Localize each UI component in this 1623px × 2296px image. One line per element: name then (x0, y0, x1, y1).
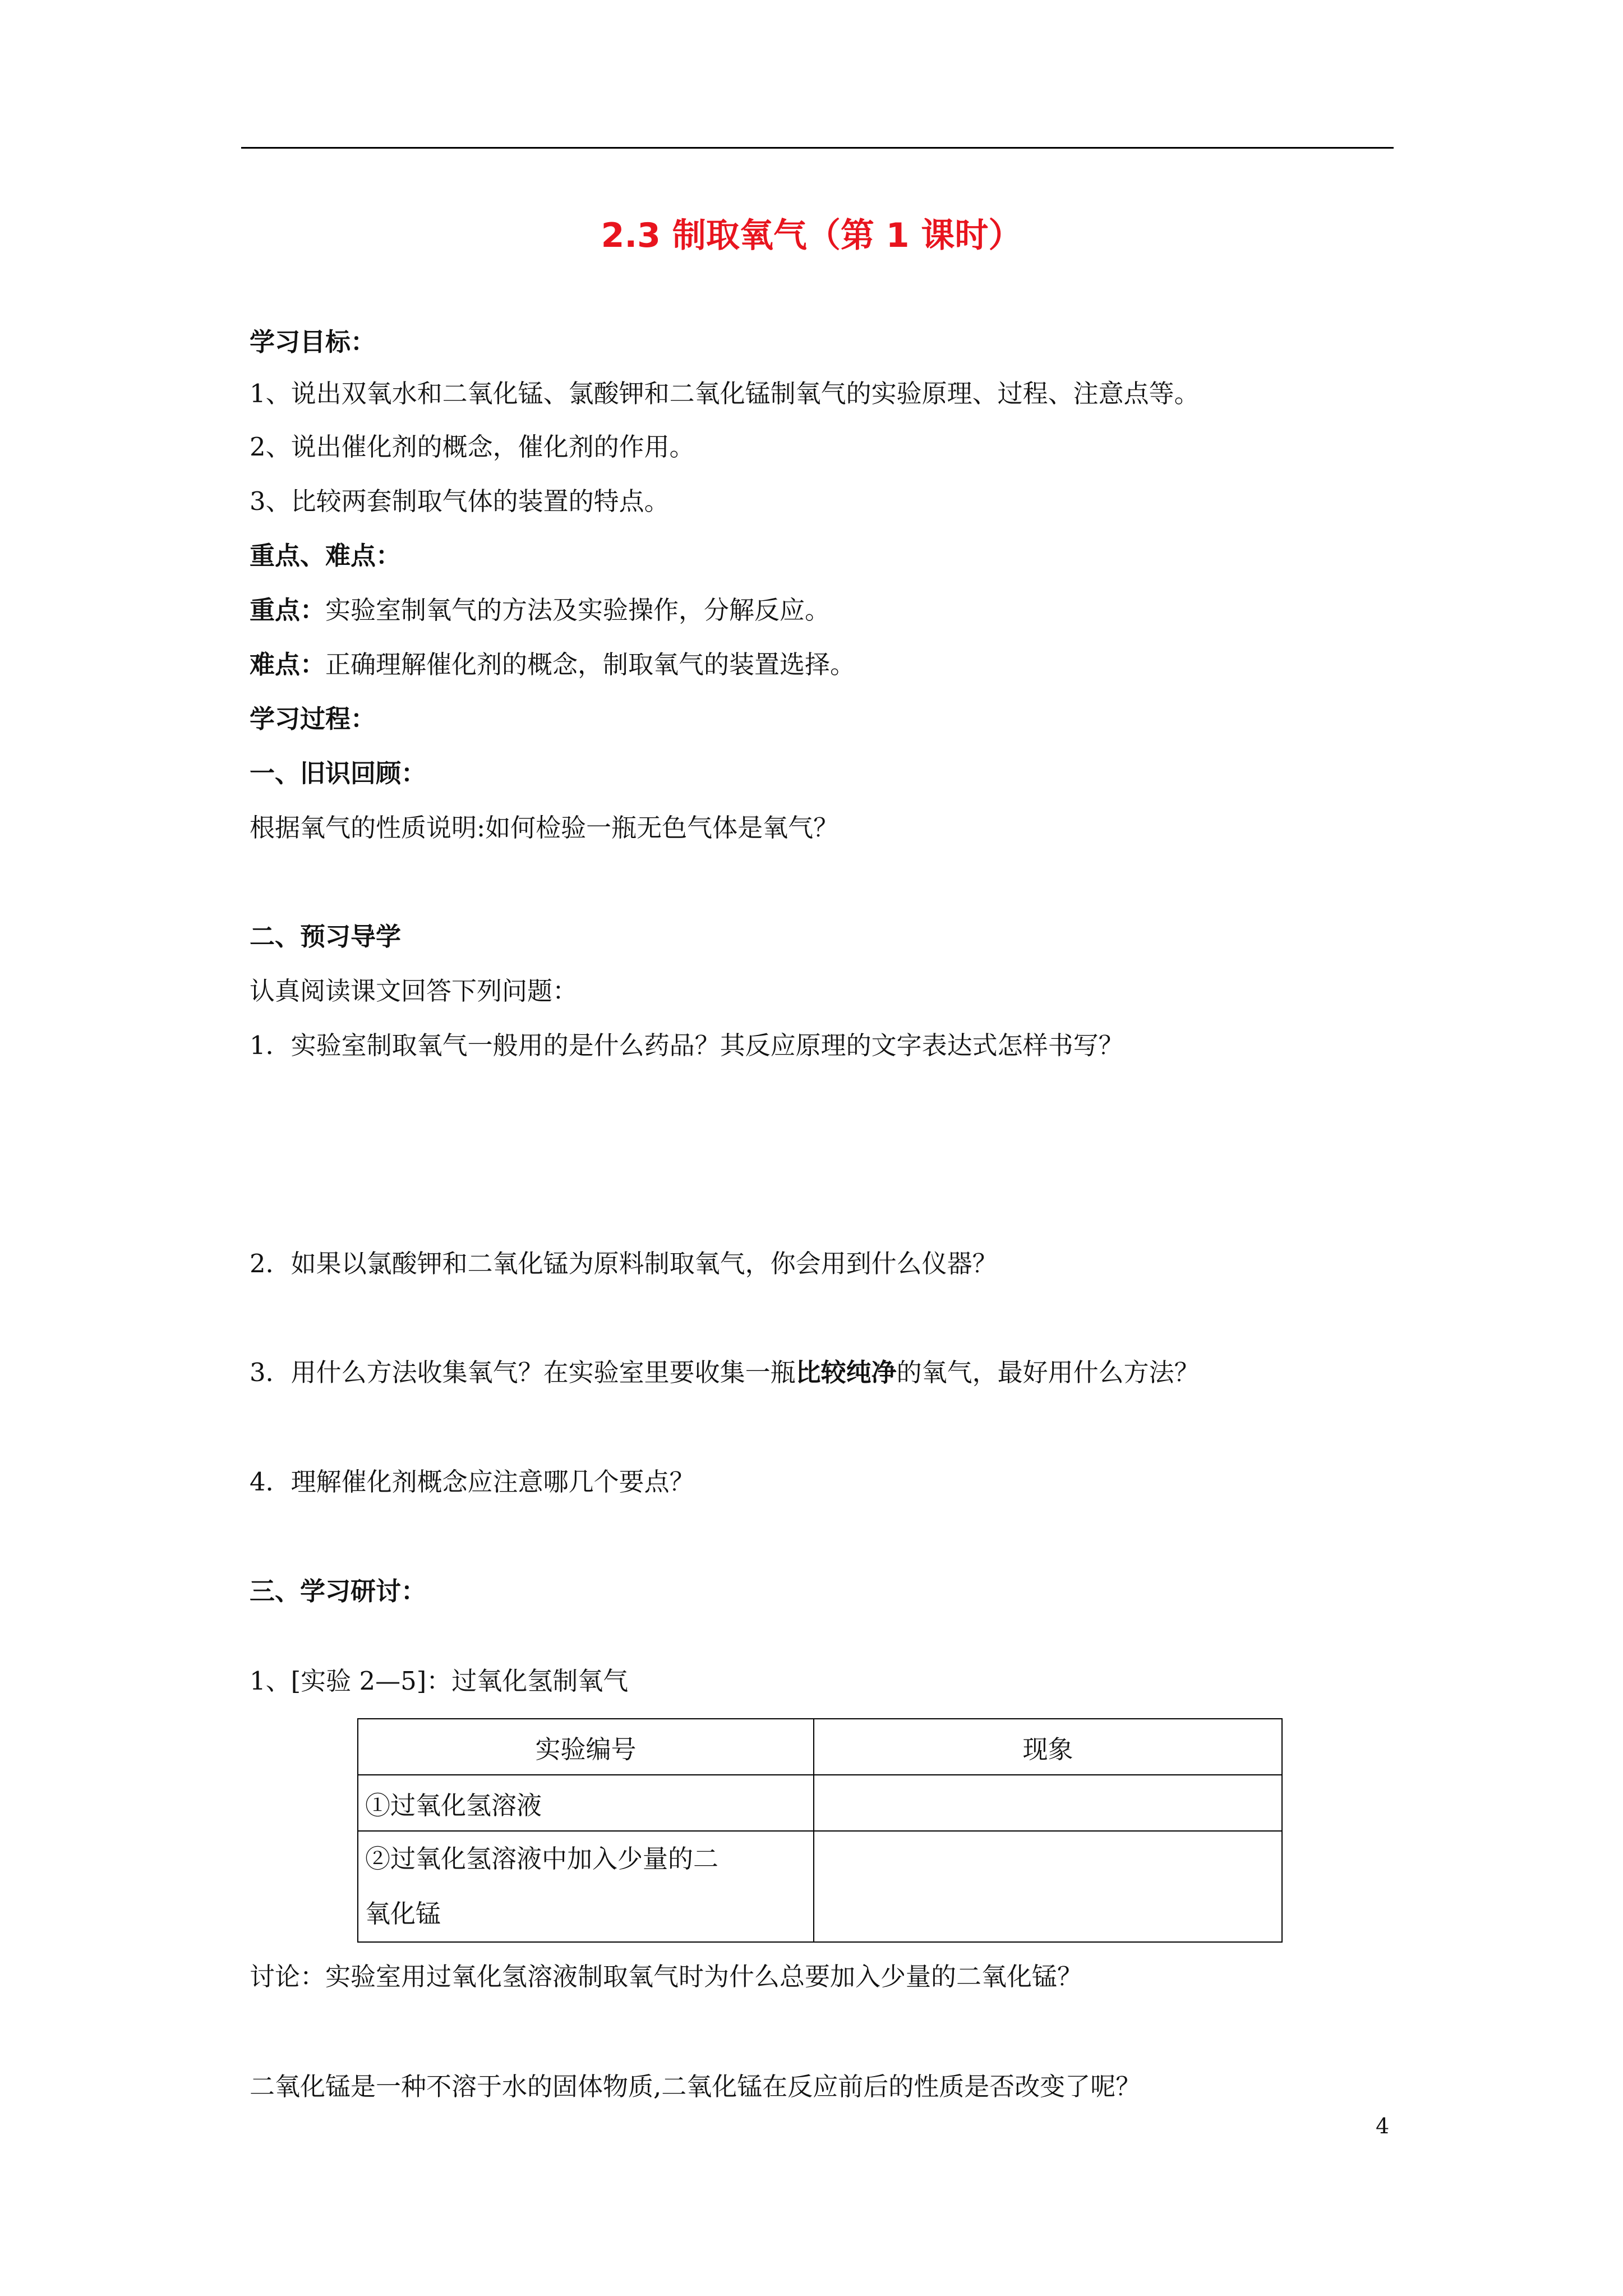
objective-item-3: 3、比较两套制取气体的装置的特点。 (250, 486, 670, 516)
experiment-title: 1、[实验 2—5]：过氧化氢制氧气 (250, 1666, 629, 1696)
objectives-heading: 学习目标： (250, 327, 376, 357)
table-row (358, 1775, 1282, 1831)
header-rule (241, 147, 1394, 149)
key-label: 重点： (250, 595, 326, 625)
table-cell (358, 1831, 814, 1942)
difficult-text: 正确理解催化剂的概念，制取氧气的装置选择。 (325, 650, 856, 679)
difficult-label: 难点： (250, 650, 326, 679)
experiment-table (357, 1718, 1283, 1943)
review-question: 根据氧气的性质说明:如何检验一瓶无色气体是氧气？ (250, 813, 839, 843)
mno2-question: 二氧化锰是一种不溶于水的固体物质,二氧化锰在反应前后的性质是否改变了呢？ (250, 2072, 1141, 2101)
preview-heading: 二、预习导学 (250, 922, 402, 951)
preview-question-2: 2．如果以氯酸钾和二氧化锰为原料制取氧气，你会用到什么仪器？ (250, 1249, 998, 1278)
table-cell (814, 1775, 1282, 1831)
q3-post: 的氧气，最好用什么方法？ (896, 1358, 1200, 1387)
table-header-row (358, 1719, 1282, 1775)
preview-question-4: 4．理解催化剂概念应注意哪几个要点？ (250, 1467, 695, 1497)
review-heading: 一、旧识回顾： (250, 758, 427, 788)
table-cell-line: ②过氧化氢溶液中加入少量的二 (365, 1844, 719, 1874)
table-cell-line: 氧化锰 (365, 1899, 441, 1929)
preview-question-1: 1．实验室制取氧气一般用的是什么药品？其反应原理的文字表达式怎样书写？ (250, 1030, 1124, 1060)
key-text: 实验室制氧气的方法及实验操作，分解反应。 (325, 595, 831, 625)
key-points-heading: 重点、难点： (250, 541, 402, 570)
preview-question-3 (250, 1358, 1200, 1388)
table-cell (814, 1831, 1282, 1942)
table-row (358, 1831, 1282, 1942)
objective-item-1: 1、说出双氧水和二氧化锰、氯酸钾和二氧化锰制氧气的实验原理、过程、注意点等。 (250, 379, 1200, 408)
q3-bold: 比较纯净 (795, 1358, 897, 1387)
discussion-question: 讨论：实验室用过氧化氢溶液制取氧气时为什么总要加入少量的二氧化锰？ (250, 1962, 1083, 1991)
q3-pre: 3．用什么方法收集氧气？在实验室里要收集一瓶 (250, 1358, 796, 1387)
difficult-point-line (250, 650, 855, 680)
discussion-heading: 三、学习研讨： (250, 1576, 427, 1606)
table-header-cell: 现象 (814, 1719, 1282, 1775)
preview-intro: 认真阅读课文回答下列问题： (250, 976, 578, 1006)
table-cell: ①过氧化氢溶液 (358, 1775, 814, 1831)
objective-item-2: 2、说出催化剂的概念，催化剂的作用。 (250, 432, 695, 462)
page-title: 2.3 制取氧气（第 1 课时） (601, 216, 1022, 255)
page-number: 4 (1376, 2114, 1390, 2138)
key-point-line (250, 595, 830, 625)
table-header-cell: 实验编号 (358, 1719, 814, 1775)
process-heading: 学习过程： (250, 704, 376, 734)
